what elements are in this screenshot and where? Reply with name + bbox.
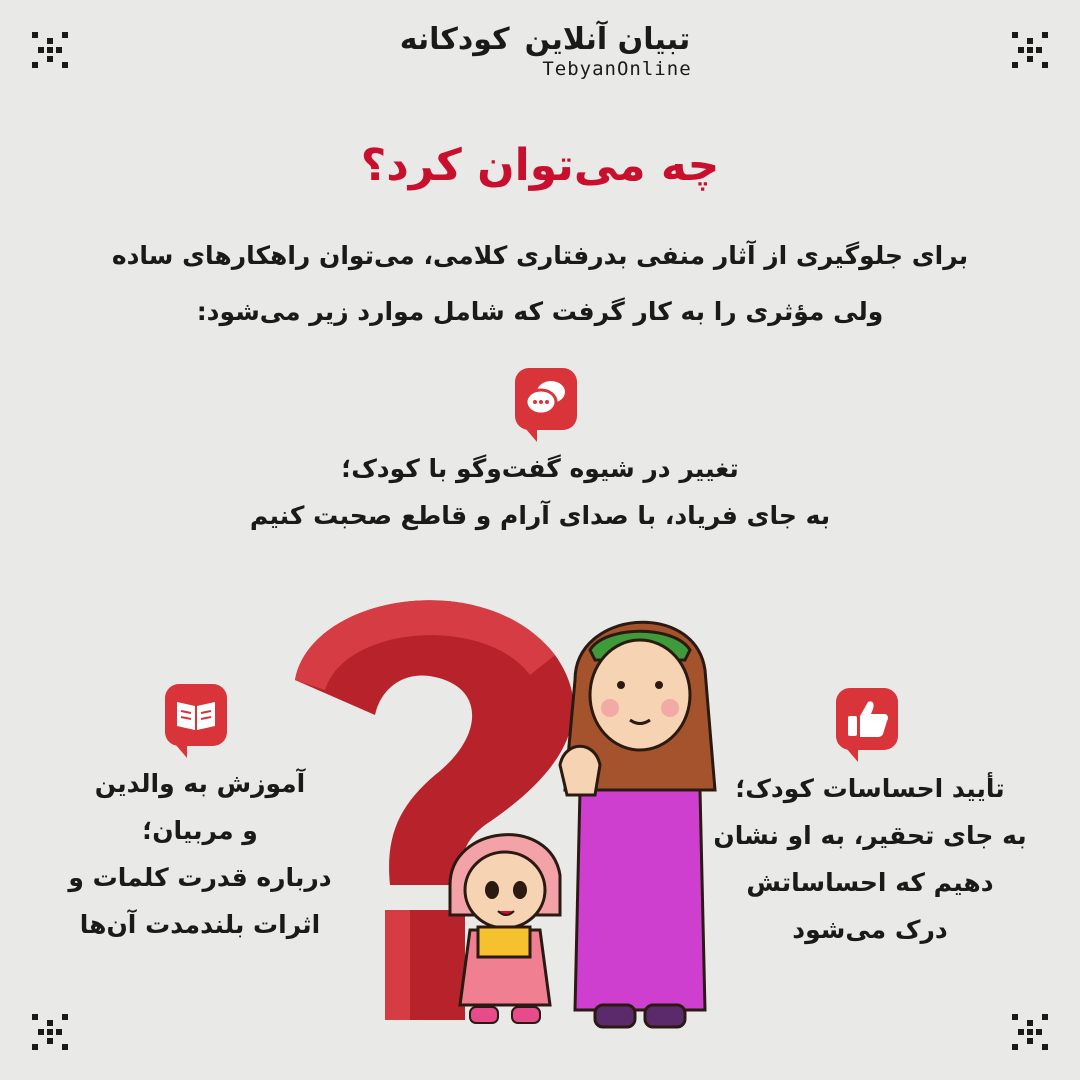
- tip-talk-line-2: به جای فریاد، با صدای آرام و قاطع صحبت کنیم: [249, 501, 831, 530]
- page-title: چه می‌توان کرد؟: [360, 140, 720, 191]
- tip-validate-line-1: تأیید احساسات کودک؛: [735, 774, 1005, 803]
- corner-ornament-top-left: [28, 28, 72, 72]
- logo-kids-text: کودکانه: [399, 22, 510, 57]
- tip-education-line-3: درباره قدرت کلمات و: [68, 863, 332, 892]
- child-illustration: [440, 815, 580, 1040]
- tip-education-line-4: اثرات بلندمدت آن‌ها: [79, 910, 321, 939]
- corner-ornament-bottom-right: [1008, 1010, 1052, 1054]
- logo: [380, 22, 710, 57]
- tip-education-line-2: و مربیان؛: [142, 816, 258, 845]
- logo-brand-text: تبیان آنلاین: [524, 22, 691, 57]
- tip-validate-line-3: دهیم که احساساتش: [746, 868, 994, 897]
- corner-ornament-bottom-left: [28, 1010, 72, 1054]
- tip-talk-line-1: تغییر در شیوه گفت‌وگو با کودک؛: [341, 454, 739, 483]
- tip-talk-text: [180, 445, 900, 539]
- book-icon: [165, 684, 227, 746]
- logo-latin-text: TebyanOnline: [542, 58, 692, 80]
- tip-validate-line-4: درک می‌شود: [792, 915, 948, 944]
- tip-education-line-1: آموزش به والدین: [94, 769, 306, 798]
- intro-line-2: ولی مؤثری را به کار گرفت که شامل موارد زیر می‌شود:: [196, 297, 884, 326]
- tip-education-text: [50, 760, 350, 948]
- thumbs-up-icon: [836, 688, 898, 750]
- intro-paragraph: [80, 228, 1000, 340]
- tip-validate-text: [700, 765, 1040, 953]
- corner-ornament-top-right: [1008, 28, 1052, 72]
- intro-line-1: برای جلوگیری از آثار منفی بدرفتاری کلامی، می‌توان راهکارهای ساده: [111, 241, 969, 270]
- chat-bubbles-icon: [515, 368, 577, 430]
- tip-validate-line-2: به جای تحقیر، به او نشان: [713, 821, 1027, 850]
